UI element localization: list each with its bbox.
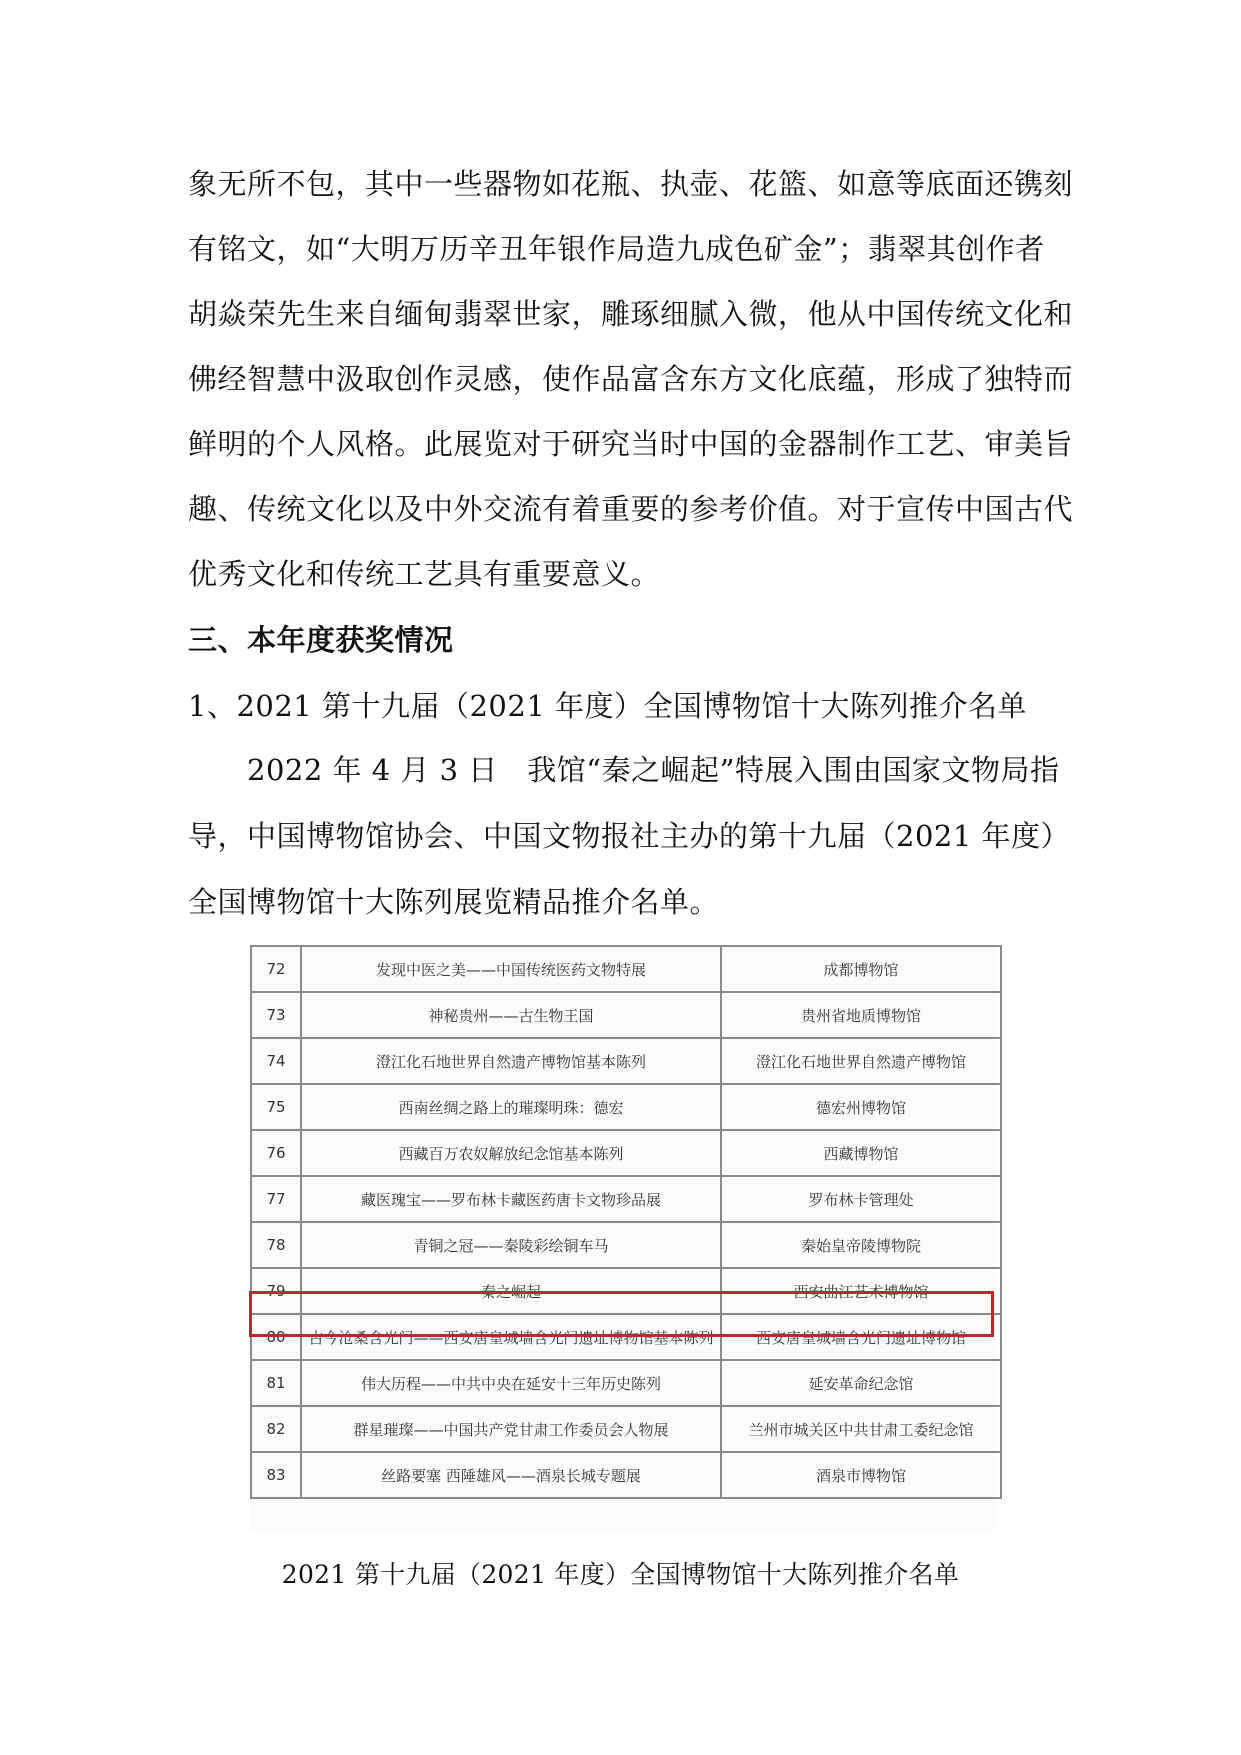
exhibition-name: 群星璀璨——中国共产党甘肃工作委员会人物展 <box>301 1406 721 1452</box>
table-row <box>251 1176 1001 1222</box>
award-list-table <box>250 945 1002 1499</box>
row-number: 79 <box>251 1268 301 1314</box>
table-row <box>251 1130 1001 1176</box>
table-row <box>251 992 1001 1038</box>
row-number: 74 <box>251 1038 301 1084</box>
museum-name: 贵州省地质博物馆 <box>721 992 1001 1038</box>
museum-name: 成都博物馆 <box>721 946 1001 992</box>
exhibition-name: 澄江化石地世界自然遗产博物馆基本陈列 <box>301 1038 721 1084</box>
exhibition-name: 伟大历程——中共中央在延安十三年历史陈列 <box>301 1360 721 1406</box>
museum-name: 秦始皇帝陵博物院 <box>721 1222 1001 1268</box>
table-row <box>251 1268 1001 1314</box>
exhibition-name: 西藏百万农奴解放纪念馆基本陈列 <box>301 1130 721 1176</box>
award-line: 导，中国博物馆协会、中国文物报社主办的第十九届（2021 年度） <box>188 819 1071 853</box>
exhibition-name: 丝路要塞 西陲雄风——酒泉长城专题展 <box>301 1452 721 1498</box>
row-number: 78 <box>251 1222 301 1268</box>
row-number: 73 <box>251 992 301 1038</box>
exhibition-name: 神秘贵州——古生物王国 <box>301 992 721 1038</box>
exhibition-name: 藏医瑰宝——罗布林卡藏医药唐卡文物珍品展 <box>301 1176 721 1222</box>
row-number: 72 <box>251 946 301 992</box>
exhibition-name: 秦之崛起 <box>301 1268 721 1314</box>
table-row <box>251 1314 1001 1360</box>
section-heading: 三、本年度获奖情况 <box>188 623 454 657</box>
row-number: 75 <box>251 1084 301 1130</box>
museum-name: 延安革命纪念馆 <box>721 1360 1001 1406</box>
museum-name: 西安曲江艺术博物馆 <box>721 1268 1001 1314</box>
museum-name: 西安唐皇城墙含光门遗址博物馆 <box>721 1314 1001 1360</box>
table-row <box>251 1360 1001 1406</box>
award-line: 2022 年 4 月 3 日 我馆“秦之崛起”特展入围由国家文物局指 <box>188 753 1060 787</box>
body-line: 胡焱荣先生来自缅甸翡翠世家，雕琢细腻入微，他从中国传统文化和 <box>188 297 1074 331</box>
museum-name: 德宏州博物馆 <box>721 1084 1001 1130</box>
exhibition-name: 古今沧桑含光门——西安唐皇城墙含光门遗址博物馆基本陈列 <box>301 1314 721 1360</box>
table-row <box>251 1038 1001 1084</box>
exhibition-name: 西南丝绸之路上的璀璨明珠：德宏 <box>301 1084 721 1130</box>
item-title: 1、2021 第十九届（2021 年度）全国博物馆十大陈列推介名单 <box>188 689 1027 723</box>
body-line: 鲜明的个人风格。此展览对于研究当时中国的金器制作工艺、审美旨 <box>188 427 1074 461</box>
award-line: 全国博物馆十大陈列展览精品推介名单。 <box>188 885 720 919</box>
table-caption: 2021 第十九届（2021 年度）全国博物馆十大陈列推介名单 <box>281 1560 960 1589</box>
museum-name: 罗布林卡管理处 <box>721 1176 1001 1222</box>
award-list-table-image <box>250 945 996 1530</box>
museum-name: 酒泉市博物馆 <box>721 1452 1001 1498</box>
exhibition-name: 发现中医之美——中国传统医药文物特展 <box>301 946 721 992</box>
row-number: 82 <box>251 1406 301 1452</box>
table-row <box>251 1452 1001 1498</box>
row-number: 76 <box>251 1130 301 1176</box>
body-line: 象无所不包，其中一些器物如花瓶、执壶、花篮、如意等底面还镌刻 <box>188 167 1074 201</box>
exhibition-name: 青铜之冠——秦陵彩绘铜车马 <box>301 1222 721 1268</box>
body-line: 有铭文，如“大明万历辛丑年银作局造九成色矿金”；翡翠其创作者 <box>188 232 1045 266</box>
table-row <box>251 946 1001 992</box>
table-row <box>251 1406 1001 1452</box>
row-number: 83 <box>251 1452 301 1498</box>
museum-name: 西藏博物馆 <box>721 1130 1001 1176</box>
museum-name: 兰州市城关区中共甘肃工委纪念馆 <box>721 1406 1001 1452</box>
museum-name: 澄江化石地世界自然遗产博物馆 <box>721 1038 1001 1084</box>
table-row <box>251 1084 1001 1130</box>
row-number: 80 <box>251 1314 301 1360</box>
row-number: 81 <box>251 1360 301 1406</box>
body-line: 佛经智慧中汲取创作灵感，使作品富含东方文化底蕴，形成了独特而 <box>188 362 1074 396</box>
body-line: 优秀文化和传统工艺具有重要意义。 <box>188 557 661 591</box>
table-row <box>251 1222 1001 1268</box>
body-line: 趣、传统文化以及中外交流有着重要的参考价值。对于宣传中国古代 <box>188 492 1074 526</box>
row-number: 77 <box>251 1176 301 1222</box>
